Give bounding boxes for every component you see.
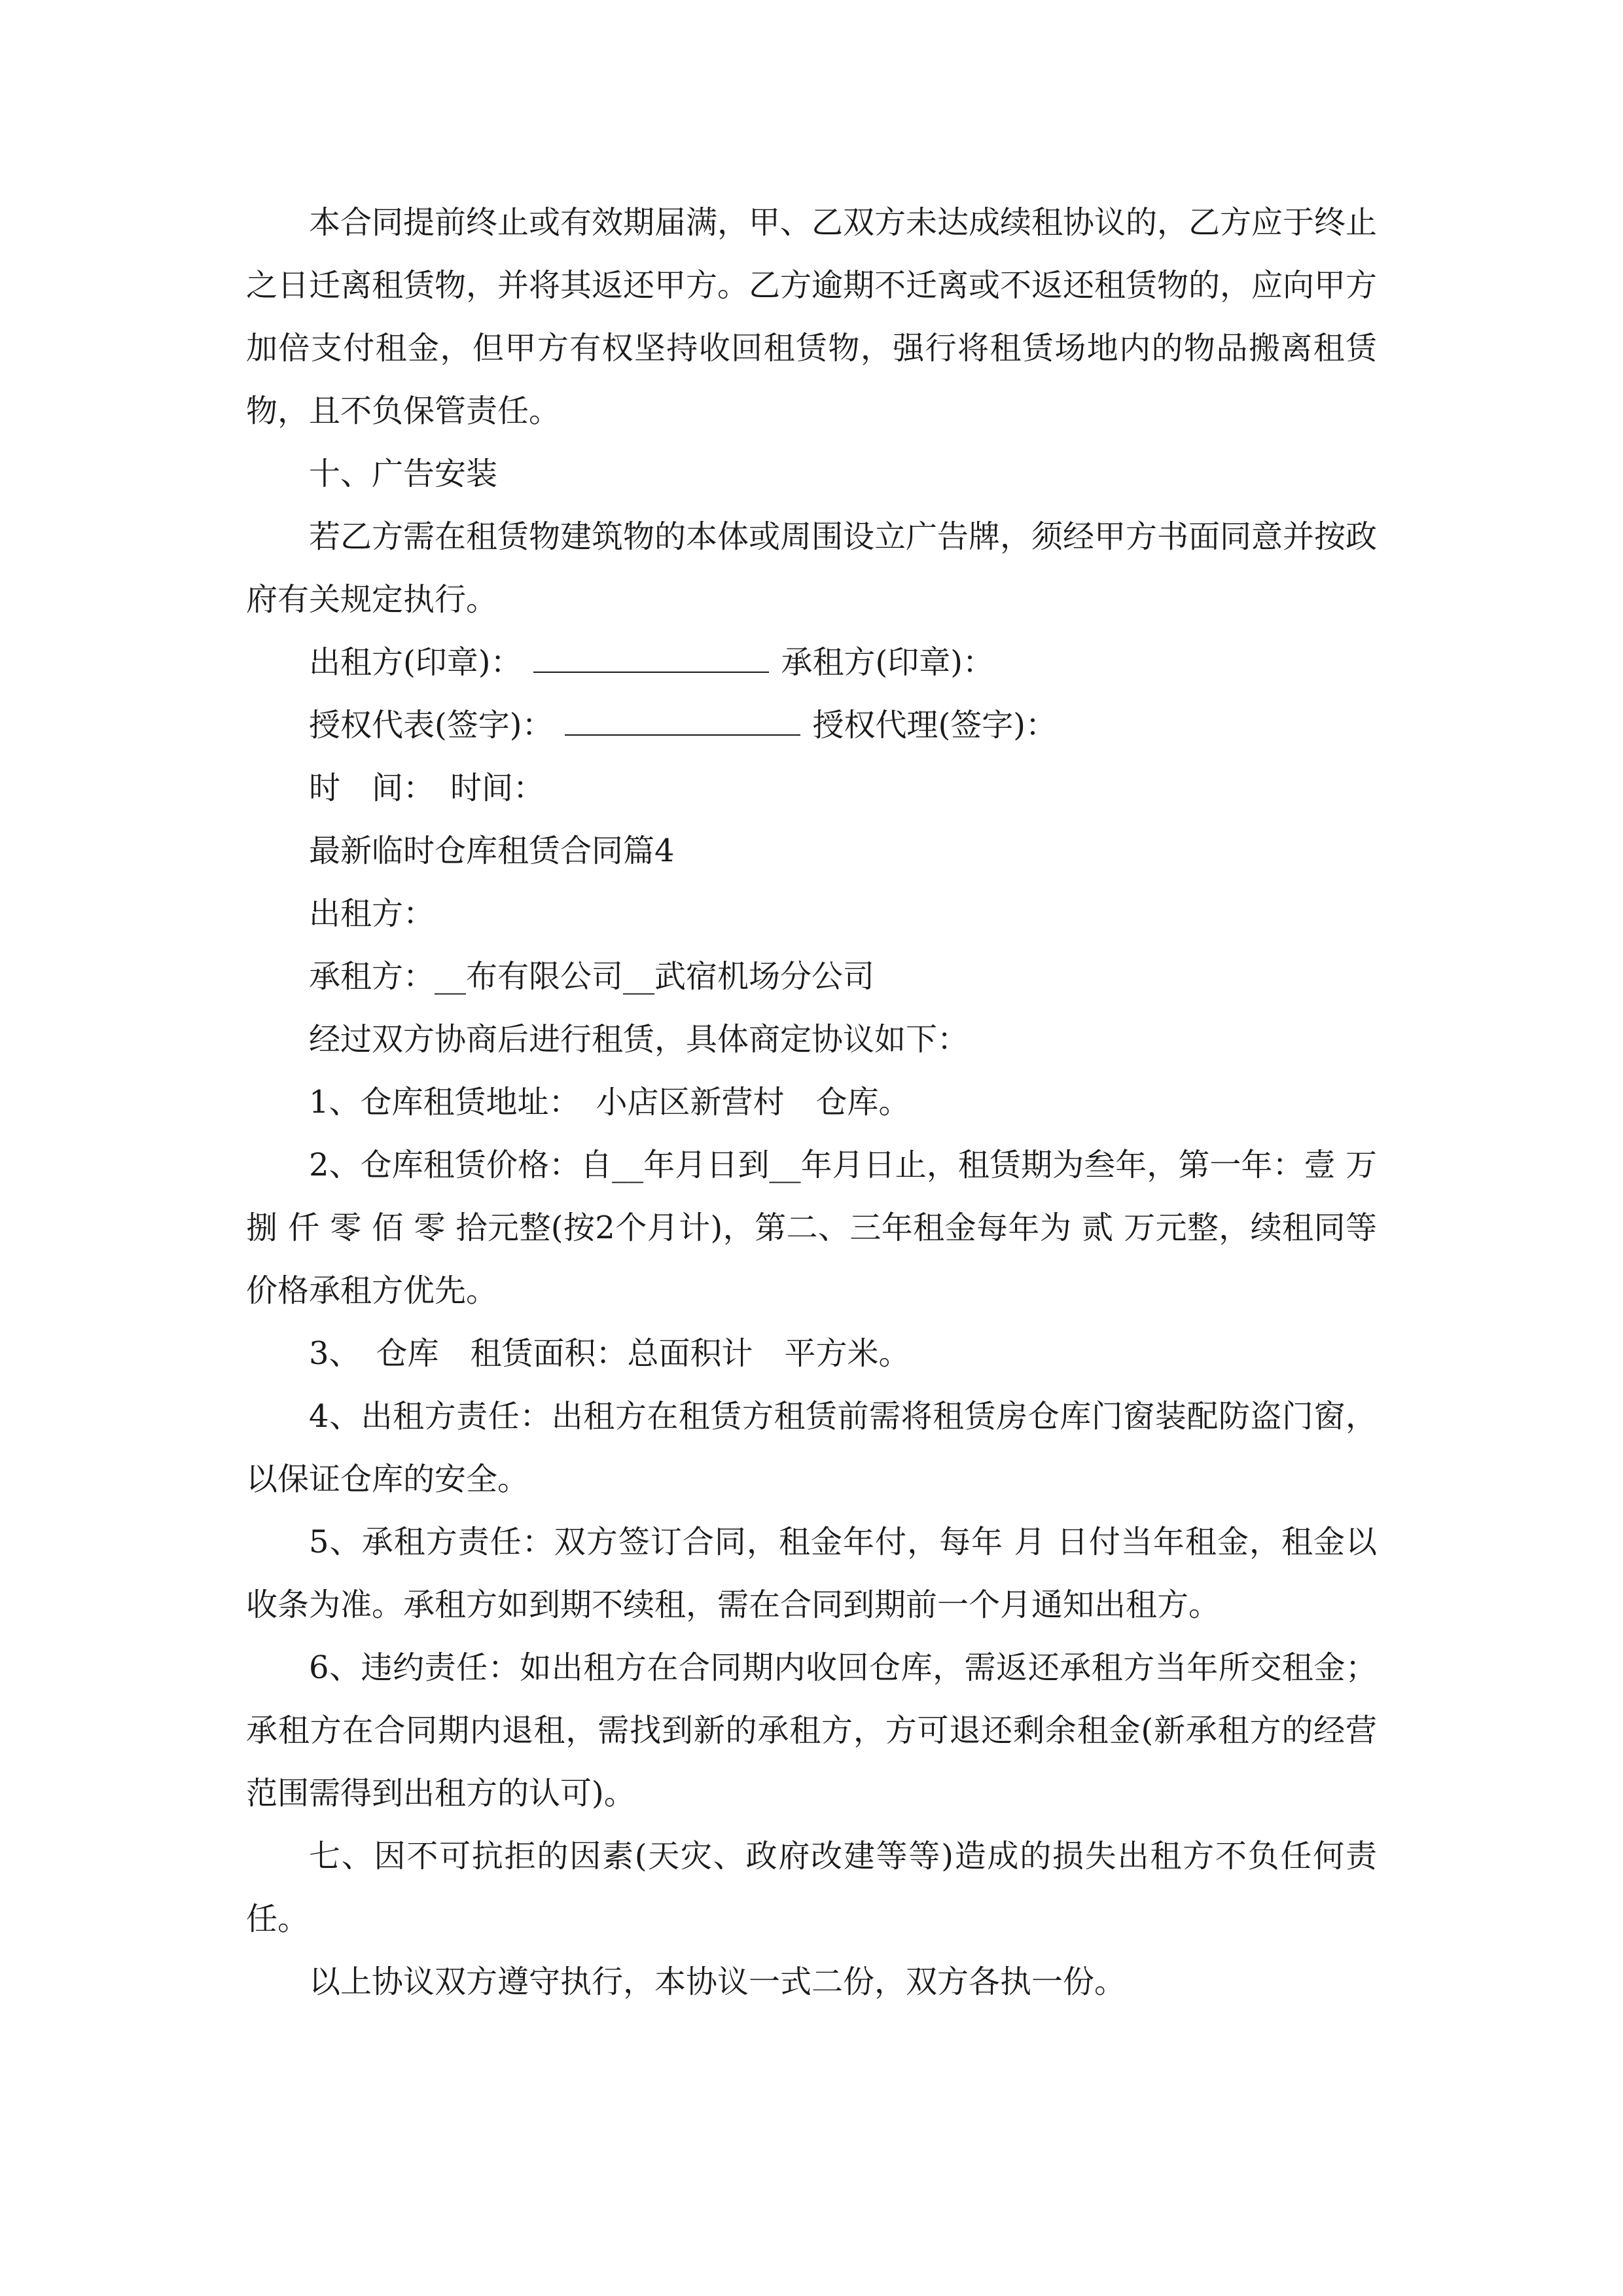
authorized-agent-label: 授权代理(签字)： [812,707,1057,744]
lessor-line: 出租方： [309,895,435,932]
document-body [246,191,1377,2013]
clause-closing: 以上协议双方遵守执行，本协议一式二份，双方各执一份。 [309,1964,1126,2000]
contract-title: 最新临时仓库租赁合同篇4 [309,833,675,869]
signature-line-seal [246,631,1377,694]
clause-price: 2、仓库租赁价格：自__年月日到__年月日止，租赁期为叁年，第一年：壹 万 捌 仟 零 佰 零 拾元整(按2个月计)，第二、三年租金每年为 贰 万元整，续租同等价格承租方优先。 [246,1147,1377,1309]
authorized-rep-label: 授权代表(签字)： [309,707,554,744]
lessor-seal-blank [533,645,769,673]
authorized-rep-blank [565,708,800,736]
signature-line-representative [246,694,1377,757]
lessee-line: 承租方：__布有限公司__武宿机场分公司 [309,958,875,995]
clause-area: 3、 仓库 租赁面积：总面积计 平方米。 [309,1335,910,1372]
section-heading-advertising: 十、广告安装 [309,456,498,492]
paragraph-intro: 经过双方协商后进行租赁，具体商定协议如下： [309,1021,969,1058]
clause-address: 1、仓库租赁地址： 小店区新营村 仓库。 [309,1084,910,1121]
clause-lessee-duty: 5、承租方责任：双方签订合同，租金年付，每年 月 日付当年租金，租金以收条为准。承租方如到期不续租，需在合同到期前一个月通知出租方。 [246,1524,1377,1623]
lessee-seal-label: 承租方(印章)： [781,644,994,681]
clause-lessor-duty: 4、出租方责任：出租方在租赁方租赁前需将租赁房仓库门窗装配防盗门窗，以保证仓库的安全。 [246,1398,1377,1498]
clause-breach: 6、违约责任：如出租方在合同期内收回仓库，需返还承租方当年所交租金；承租方在合同期内退租，需找到新的承租方，方可退还剩余租金(新承租方的经营范围需得到出租方的认可)。 [246,1649,1377,1812]
paragraph-termination: 本合同提前终止或有效期届满，甲、乙双方未达成续租协议的，乙方应于终止之日迁离租赁物，并将其返还甲方。乙方逾期不迁离或不返还租赁物的，应向甲方加倍支付租金，但甲方有权坚持收回租赁物，强行将租赁场地内的物品搬离租赁物，且不负保管责任。 [246,204,1378,429]
lessor-seal-label: 出租方(印章)： [309,644,522,681]
paragraph-advertising: 若乙方需在租赁物建筑物的本体或周围设立广告牌，须经甲方书面同意并按政府有关规定执行。 [246,518,1378,618]
signature-line-time: 时 间： 时间： [309,770,545,806]
clause-force-majeure: 七、因不可抗拒的因素(天灾、政府改建等等)造成的损失出租方不负任何责任。 [246,1838,1377,1937]
